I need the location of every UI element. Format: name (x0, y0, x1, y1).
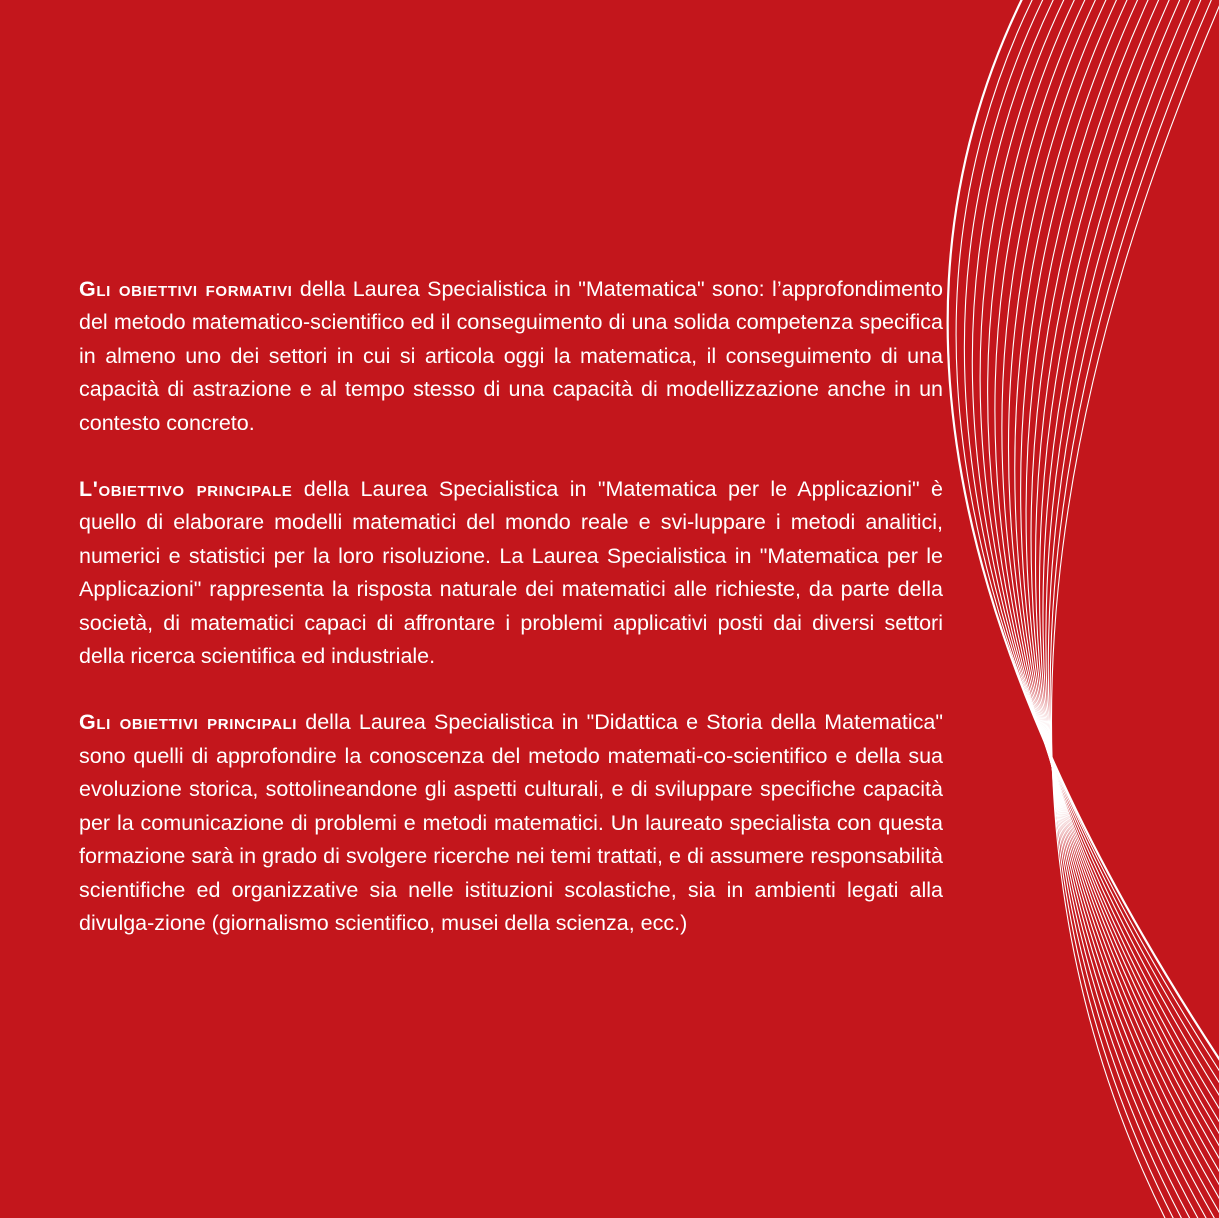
arc-line (1021, 0, 1219, 1218)
arc-line (1046, 0, 1219, 1218)
arc-line (1031, 0, 1219, 1218)
arc-line (972, 0, 1219, 1218)
text-body (79, 273, 943, 973)
arc-line (1015, 0, 1219, 1218)
arc-line (948, 0, 1219, 1218)
paragraph-lead: L'obiettivo principale (79, 477, 293, 502)
arc-line (988, 0, 1219, 1218)
paragraph-text: della Laurea Specialistica in "Matematica per le Applicazioni" è quello di elaborare modelli matematici del mondo reale e svi-luppare i metodi analitici, numerici e statistici per la loro risoluzione. La Laurea Specialistica in "Matematica per le Applicazioni" rappresenta la risposta naturale dei matematici alle richieste, da parte della società, di matematici capaci di affrontare i problemi applicativi posti dai diversi settori della ricerca scientifica ed industriale. (79, 477, 943, 669)
paragraph-obiettivi-formativi (79, 273, 943, 440)
arc-line (1039, 0, 1219, 1218)
arc-line (995, 0, 1219, 1218)
arc-line (1036, 0, 1219, 1218)
paragraph-lead: Gli obiettivi principali (79, 710, 298, 735)
paragraph-text: della Laurea Specialistica in "Matematica" sono: l’approfondimento del metodo matematico-scientifico ed il conseguimento di una solida competenza specifica in almeno uno dei settori in cui si articola oggi la matematica, il conseguimento di una capacità di astrazione e al tempo stesso di una capacità di modellizzazione anche in un contesto concreto. (79, 277, 943, 435)
paragraph-obiettivo-principale (79, 473, 943, 673)
arc-line (1048, 0, 1218, 1218)
arc-line (1051, 0, 1219, 1218)
paragraph-obiettivi-principali (79, 706, 943, 940)
paragraph-lead: Gli obiettivi formativi (79, 277, 293, 301)
paragraph-text: della Laurea Specialistica in "Didattica e Storia della Matematica" sono quelli di approfondire la conoscenza del metodo matemati-co-scientifico e della sua evoluzione storica, sottolineandone gli aspetti culturali, e di sviluppare specifiche capacità per la comunicazione di problemi e metodi matematici. Un laureato specialista con questa formazione sarà in grado di svolgere ricerche nei temi trattati, e di assumere responsabilità scientifiche ed organizzative sia nelle istituzioni scolastiche, sia in ambienti legati alla divulga-zione (giornalismo scientifico, musei della scienza, ecc.) (79, 710, 943, 935)
